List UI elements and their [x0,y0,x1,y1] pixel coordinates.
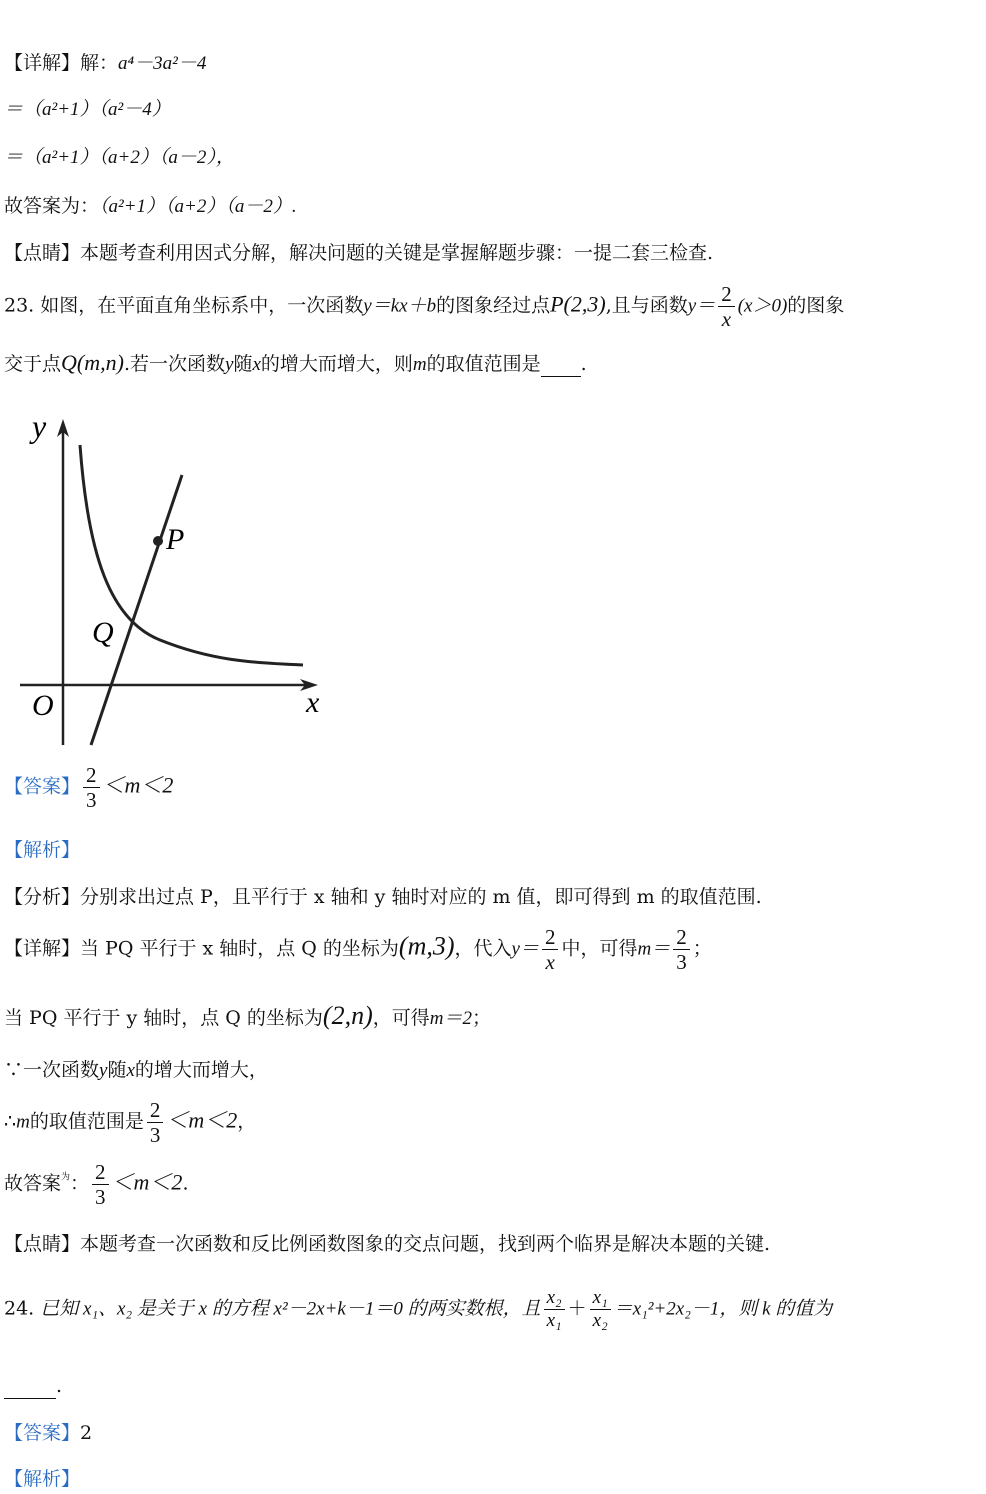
q23-stem-e: 交于点 [4,353,62,375]
q23-d4-denominator: 3 [147,1122,164,1147]
q24-f1-denominator: x₁ [544,1309,565,1332]
q23-domain: (x＞0) [737,295,788,317]
q23-d3-a: 随 [107,1059,127,1081]
q23-detail-line-5 [4,1160,188,1209]
q23-detail-line-4 [4,1098,256,1147]
q24-answer-label: 【答案】 [4,1422,81,1444]
q23-var-m: m [412,354,427,375]
q22-detail-text: 解： [80,52,119,74]
q24-answer-value: 2 [80,1422,93,1444]
q23-detail-line-3 [4,1059,268,1083]
q24-number: 24. [4,1297,35,1320]
q23-fenxi-text: 分别求出过点 P，且平行于 x 轴和 y 轴时对应的 m 值，即可得到 m 的取值范围. [80,886,762,908]
q23-d4-numerator: 2 [149,1098,161,1122]
q23-d5-a: 故答案 [4,1172,62,1195]
q23-linear-function: y＝kx＋b [363,295,437,317]
q23-d5-denominator: 3 [92,1184,109,1209]
q23-d1-meq: m＝ [637,938,671,960]
q24-f2-denominator: x₂ [590,1309,611,1332]
q23-detail-label: 【详解】 [4,937,81,960]
q23-d4-fraction [147,1098,164,1147]
q23-d5-small: 为 [61,1172,71,1183]
q23-d1-c: 中，可得 [561,937,638,960]
q22-comment-label: 【点睛】 [4,242,81,264]
q23-var-y: y [225,354,234,375]
q22-comment-line [4,242,713,265]
q23-d4-rest: ＜m＜2 [166,1107,238,1133]
q23-comment-label: 【点睛】 [4,1233,81,1255]
q22-final-prefix: 故答案为： [4,195,100,217]
linear-function-line [91,475,185,745]
q23-d3-b: 的增大而增大， [134,1059,268,1081]
q23-fraction-numerator: 2 [721,282,732,306]
q24-stem-a: 已知 x₁、x₂ 是关于 x 的方程 x²－2x+k－1＝0 的两实数根，且 [40,1298,541,1320]
q23-d5-numerator: 2 [95,1160,106,1184]
q23-point-q: Q(m,n) [61,350,124,375]
q24-stem-line [4,1287,832,1332]
origin-label: O [32,689,54,722]
q23-answer-line [4,763,173,812]
q23-d1-m-numerator: 2 [676,925,687,949]
q23-analysis-label: 【解析】 [4,839,81,861]
q23-answer-fraction [83,763,100,812]
q23-stem-line-2 [4,350,587,377]
q23-d5-colon: ： [70,1172,90,1195]
q24-fraction-1 [544,1287,565,1332]
q23-stem-c: ,且与函数 [605,294,688,317]
q23-comment-text: 本题考查一次函数和反比例函数图象的交点问题，找到两个临界是解决本题的关键. [80,1233,771,1255]
x-axis-label: x [306,686,320,719]
q22-detail-line [4,52,206,76]
q23-detail-line-2 [4,1000,491,1031]
q23-answer-rest: ＜m＜2 [102,772,174,798]
q22-step-1: ＝（a²+1）（a²－4） [4,99,171,120]
q23-d1-m-denominator: 3 [673,949,690,974]
point-p-label: P [166,523,185,556]
q24-stem-end: . [56,1375,63,1397]
q22-expression: a⁴－3a²－4 [118,53,207,74]
q23-d5-fraction [92,1160,109,1209]
q23-d4-end: ， [237,1110,257,1133]
q23-stem-h: 的增大而增大，则 [260,353,413,375]
q22-final-line [4,195,297,219]
q23-d1-b: ，代入 [454,937,512,960]
q23-d2-coord: (2,n) [322,1001,373,1030]
q23-fraction-denominator: x [718,306,735,331]
q23-fenxi-label: 【分析】 [4,886,81,908]
q23-answer-denominator: 3 [83,787,100,812]
q24-stem-b: ＝x₁²+2x₂－1，则 k 的值为 [613,1298,833,1320]
q24-plus: ＋ [567,1297,587,1320]
q23-stem-g: 随 [233,353,253,375]
q23-d1-numerator: 2 [544,925,556,949]
q23-stem-b: 的图象经过点 [436,294,551,317]
point-q-label: Q [92,616,114,649]
q24-f2-numerator: x₁ [592,1287,608,1308]
q23-d4-a: 的取值范围是 [29,1110,144,1133]
q23-d2-a: 当 PQ 平行于 y 轴时，点 Q 的坐标为 [4,1007,323,1029]
q23-stem-f: .若一次函数 [123,353,225,375]
q23-fenxi-line [4,886,762,909]
q23-figure [0,405,340,755]
q24-f1-numerator: x₂ [546,1287,562,1308]
q23-d1-a: 当 PQ 平行于 x 轴时，点 Q 的坐标为 [80,937,399,960]
q23-number: 23. [4,294,35,317]
q23-d1-m-fraction [673,925,690,974]
q23-d2-b: ，可得 [372,1007,430,1029]
q22-step-2: ＝（a²+1）（a+2）（a－2）， [4,147,235,168]
q23-d3-y: y [99,1060,108,1081]
q24-analysis-label: 【解析】 [4,1468,81,1490]
q23-stem-end: . [580,353,587,375]
q23-answer-numerator: 2 [86,763,97,787]
q24-blank-line [4,1375,62,1399]
q23-stem-i: 的取值范围是 [426,353,541,375]
q23-point-p: P(2,3) [550,291,606,317]
q23-d3-x: x [126,1060,135,1081]
q23-d3-because: ∵一次函数 [4,1059,100,1081]
q23-d4-therefore: ∴ [4,1110,17,1133]
point-p-marker [153,536,163,546]
q23-y-equals: y＝ [687,295,716,317]
q24-answer-blank [4,1375,56,1399]
q23-d1-yeq: y＝ [511,938,539,960]
q22-detail-label: 【详解】 [4,52,81,74]
q23-comment-line [4,1233,770,1256]
q23-d1-fraction [542,925,559,974]
q23-d5-rest: ＜m＜2 [111,1169,183,1195]
q23-d2-m: m＝2 [429,1008,472,1029]
q23-d5-end: . [182,1172,189,1195]
q24-answer-line [4,1422,92,1445]
q23-stem-d: 的图象 [787,294,845,317]
q23-d4-m: m [16,1111,30,1133]
q24-fraction-2 [590,1287,611,1332]
q23-inverse-fraction [718,282,735,331]
q23-stem-a: 如图，在平面直角坐标系中，一次函数 [40,294,364,317]
q23-detail-line-1 [4,925,712,974]
q22-comment-text: 本题考查利用因式分解，解决问题的关键是掌握解题步骤：一提二套三检查. [80,242,714,264]
q23-d1-end: ； [692,937,712,960]
q23-d2-end: ； [472,1007,492,1029]
q23-d1-denominator: x [542,949,559,974]
q23-answer-blank [541,353,581,377]
q22-final-expression: （a²+1）（a+2）（a－2）. [99,196,297,217]
q23-d1-coord: (m,3) [398,931,455,961]
y-axis-label: y [32,408,47,444]
q23-answer-label: 【答案】 [4,775,81,798]
q23-var-x: x [252,354,261,375]
q23-stem-line-1 [4,282,844,331]
